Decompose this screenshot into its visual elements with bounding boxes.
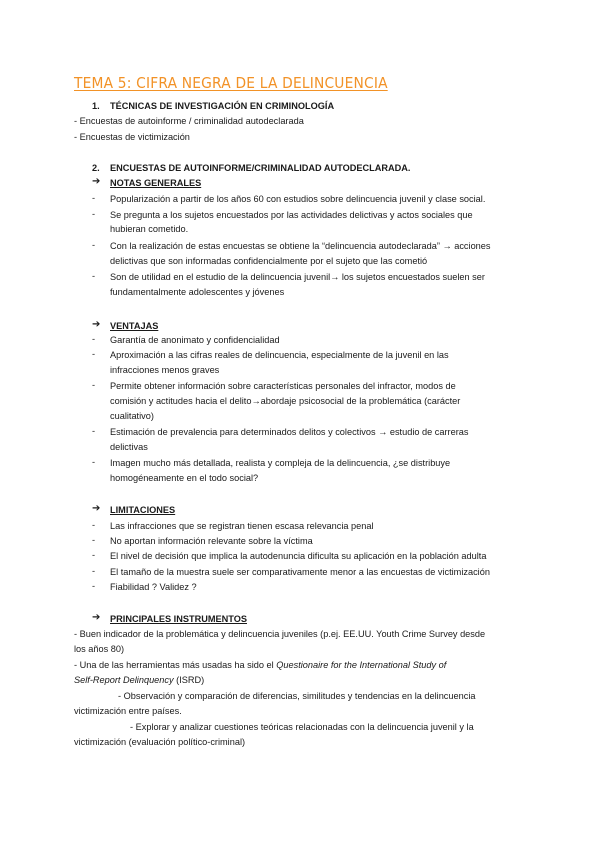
instrumentos-paragraph [74, 659, 446, 672]
notas-generales-heading: NOTAS GENERALES [110, 178, 202, 188]
notas-item: Se pregunta a los sujetos encuestados por las actividades delictivas y actos sociales que [110, 210, 473, 220]
notas-item: Con la realización de estas encuestas se obtiene la “delincuencia autodeclarada” → acciones [110, 241, 491, 251]
ventajas-item: Permite obtener información sobre características personales del infractor, modos de [110, 381, 456, 391]
section1-item: - Encuestas de victimización [74, 132, 190, 142]
ventajas-heading: VENTAJAS [110, 321, 159, 331]
instrumentos-paragraph-cont: victimización (evaluación político-criminal) [74, 737, 246, 747]
limitaciones-item: Fiabilidad ? Validez ? [110, 582, 197, 592]
bullet-dash: - [92, 457, 96, 467]
instrumentos-paragraph-cont: victimización entre países. [74, 706, 182, 716]
section2-heading: ENCUESTAS DE AUTOINFORME/CRIMINALIDAD AUTODECLARADA. [110, 163, 411, 173]
ventajas-item: Aproximación a las cifras reales de delincuencia, especialmente de la juvenil en las [110, 350, 449, 360]
bullet-dash: - [92, 566, 96, 576]
instrumentos-text: - Una de las herramientas más usadas ha sido el [74, 660, 277, 670]
ventajas-item-cont: delictivas [110, 442, 148, 452]
section2-number: 2. [92, 163, 100, 173]
bullet-dash: - [92, 349, 96, 359]
bullet-dash: - [92, 535, 96, 545]
instrumentos-heading: PRINCIPALES INSTRUMENTOS [110, 614, 247, 624]
arrow-icon: ➔ [92, 503, 101, 514]
notas-item-cont: fundamentalmente adolescentes y jóvenes [110, 287, 285, 297]
instrumentos-paragraph-cont: los años 80) [74, 644, 125, 654]
page-title: TEMA 5: CIFRA NEGRA DE LA DELINCUENCIA [74, 74, 388, 92]
bullet-dash: - [92, 380, 96, 390]
instrumentos-paragraph: - Explorar y analizar cuestiones teóricas relacionadas con la delincuencia juvenil y la [130, 722, 474, 732]
instrumentos-italic: Questionaire for the International Study of [276, 660, 447, 670]
notas-item: Popularización a partir de los años 60 con estudios sobre delincuencia juvenil y clase social. [110, 194, 486, 204]
section1-heading: TÉCNICAS DE INVESTIGACIÓN EN CRIMINOLOGÍA [110, 101, 335, 111]
arrow-icon: ➔ [92, 319, 101, 330]
arrow-icon: ➔ [92, 612, 101, 623]
ventajas-item: Garantía de anonimato y confidencialidad [110, 335, 280, 345]
bullet-dash: - [92, 550, 96, 560]
ventajas-item-cont: infracciones menos graves [110, 365, 220, 375]
instrumentos-paragraph-cont [74, 674, 204, 687]
notas-item: Son de utilidad en el estudio de la delincuencia juvenil→ los sujetos encuestados suelen ser [110, 272, 485, 282]
bullet-dash: - [92, 426, 96, 436]
bullet-dash: - [92, 581, 96, 591]
ventajas-item-cont: homogéneamente en el todo social? [110, 473, 259, 483]
limitaciones-item: El nivel de decisión que implica la autodenuncia dificulta su aplicación en la población adulta [110, 551, 487, 561]
limitaciones-item: El tamaño de la muestra suele ser comparativamente menor a las encuestas de victimización [110, 567, 490, 577]
arrow-icon: ➔ [92, 176, 101, 187]
ventajas-item-cont: comisión y actitudes hacia el delito→abordaje psicosocial de la problemática (carácter [110, 396, 461, 406]
ventajas-item-cont: cualitativo) [110, 411, 154, 421]
instrumentos-italic: Self-Report Delinquency [74, 675, 174, 685]
section1-item: - Encuestas de autoinforme / criminalidad autodeclarada [74, 116, 304, 126]
section1-number: 1. [92, 101, 100, 111]
ventajas-item: Estimación de prevalencia para determinados delitos y colectivos → estudio de carreras [110, 427, 469, 437]
bullet-dash: - [92, 271, 96, 281]
bullet-dash: - [92, 334, 96, 344]
notas-item-cont: delictivas que son informadas confidencialmente por el sujeto que las cometió [110, 256, 428, 266]
limitaciones-item: No aportan información relevante sobre la víctima [110, 536, 313, 546]
notas-item-cont: hubieran cometido. [110, 224, 189, 234]
ventajas-item: Imagen mucho más detallada, realista y compleja de la delincuencia, ¿se distribuye [110, 458, 451, 468]
bullet-dash: - [92, 193, 96, 203]
instrumentos-paragraph: - Buen indicador de la problemática y delincuencia juveniles (p.ej. EE.UU. Youth Crime Survey desde [74, 629, 486, 639]
instrumentos-paragraph: - Observación y comparación de diferencias, similitudes y tendencias en la delincuencia [118, 691, 476, 701]
bullet-dash: - [92, 209, 96, 219]
instrumentos-text: (ISRD) [173, 675, 205, 685]
limitaciones-item: Las infracciones que se registran tienen escasa relevancia penal [110, 521, 374, 531]
limitaciones-heading: LIMITACIONES [110, 505, 176, 515]
bullet-dash: - [92, 240, 96, 250]
bullet-dash: - [92, 520, 96, 530]
